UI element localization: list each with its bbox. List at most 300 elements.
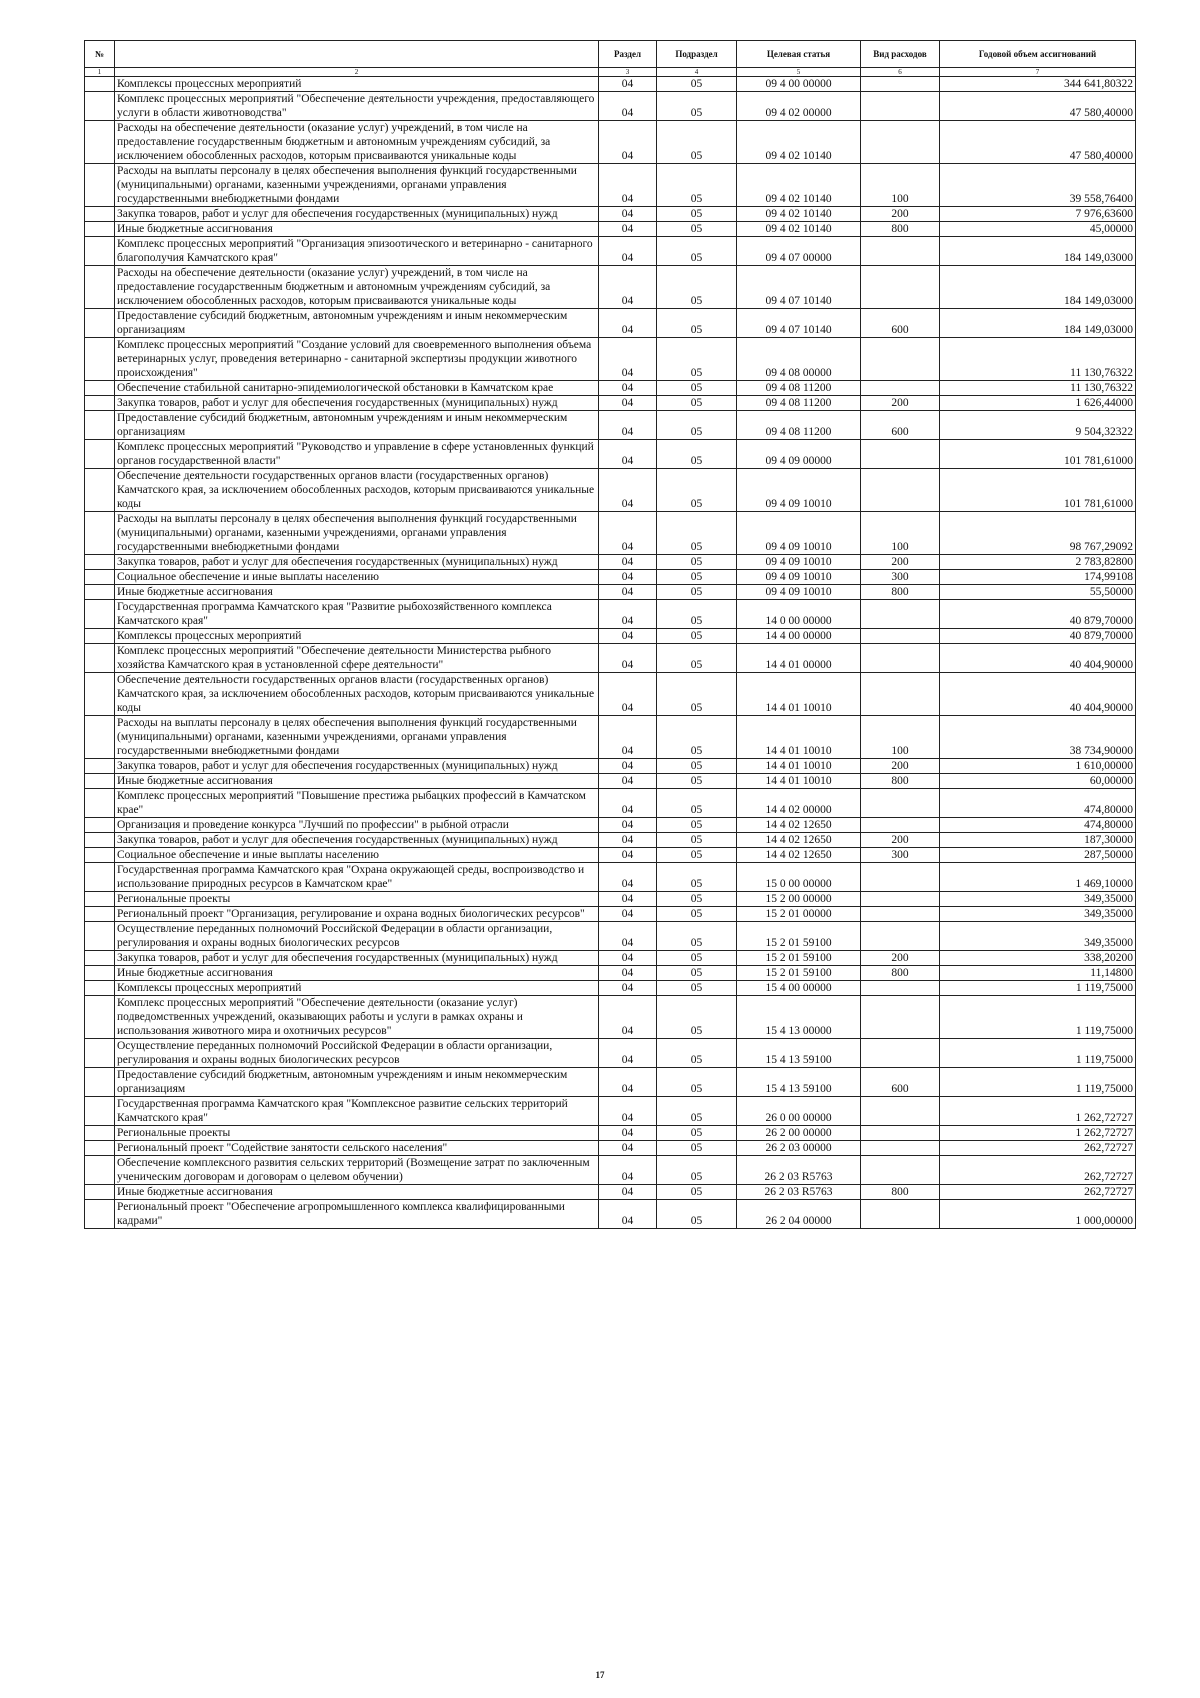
row-name: Региональные проекты (115, 892, 599, 907)
row-podrazdel: 05 (657, 951, 737, 966)
row-target-article: 14 4 00 00000 (737, 629, 861, 644)
row-razdel: 04 (599, 922, 657, 951)
row-target-article: 09 4 09 10010 (737, 555, 861, 570)
row-annual-sum: 45,00000 (940, 222, 1136, 237)
row-name: Расходы на обеспечение деятельности (оказание услуг) учреждений, в том числе на предоставление государственным бюджетным и автономным учреждениям субсидий, за исключением обособленных расходов, которым присваиваются уникальные коды (115, 121, 599, 164)
table-row (85, 1068, 1136, 1097)
row-podrazdel: 05 (657, 863, 737, 892)
row-expense-type: 200 (861, 759, 940, 774)
table-row (85, 440, 1136, 469)
row-podrazdel: 05 (657, 266, 737, 309)
row-number (85, 774, 115, 789)
row-number (85, 237, 115, 266)
row-annual-sum: 338,20200 (940, 951, 1136, 966)
row-number (85, 1156, 115, 1185)
row-target-article: 09 4 09 10010 (737, 585, 861, 600)
row-expense-type (861, 907, 940, 922)
row-target-article: 14 4 01 10010 (737, 774, 861, 789)
row-expense-type: 200 (861, 207, 940, 222)
row-annual-sum: 349,35000 (940, 907, 1136, 922)
row-annual-sum: 1 262,72727 (940, 1126, 1136, 1141)
row-target-article: 14 4 01 10010 (737, 673, 861, 716)
row-razdel: 04 (599, 222, 657, 237)
row-expense-type (861, 338, 940, 381)
table-row (85, 207, 1136, 222)
row-number (85, 922, 115, 951)
row-name: Государственная программа Камчатского края "Развитие рыбохозяйственного комплекса Камчатского края" (115, 600, 599, 629)
row-razdel: 04 (599, 1141, 657, 1156)
row-expense-type (861, 600, 940, 629)
row-expense-type (861, 789, 940, 818)
row-name: Комплексы процессных мероприятий (115, 981, 599, 996)
table-row (85, 309, 1136, 338)
row-number (85, 789, 115, 818)
header-expense-type: Вид расходов (861, 41, 940, 68)
row-podrazdel: 05 (657, 716, 737, 759)
row-expense-type (861, 673, 940, 716)
row-podrazdel: 05 (657, 164, 737, 207)
row-razdel: 04 (599, 237, 657, 266)
row-number (85, 396, 115, 411)
row-number (85, 892, 115, 907)
row-name: Комплекс процессных мероприятий "Создание условий для своевременного выполнения объема ветеринарных услуг, проведения ветеринарно - санитарной экспертизы продукции животного происхождения" (115, 338, 599, 381)
row-name: Закупка товаров, работ и услуг для обеспечения государственных (муниципальных) нужд (115, 759, 599, 774)
row-podrazdel: 05 (657, 555, 737, 570)
row-podrazdel: 05 (657, 1185, 737, 1200)
header-annual-sum: Годовой объем ассигнований (940, 41, 1136, 68)
row-name: Государственная программа Камчатского края "Комплексное развитие сельских территорий Камчатского края" (115, 1097, 599, 1126)
row-name: Региональные проекты (115, 1126, 599, 1141)
row-annual-sum: 47 580,40000 (940, 121, 1136, 164)
table-row (85, 1097, 1136, 1126)
row-razdel: 04 (599, 600, 657, 629)
row-name: Осуществление переданных полномочий Российской Федерации в области организации, регулирования и охраны водных биологических ресурсов (115, 1039, 599, 1068)
row-expense-type: 200 (861, 833, 940, 848)
table-row (85, 774, 1136, 789)
row-number (85, 759, 115, 774)
row-podrazdel: 05 (657, 1126, 737, 1141)
row-podrazdel: 05 (657, 1068, 737, 1097)
row-razdel: 04 (599, 396, 657, 411)
row-name: Осуществление переданных полномочий Российской Федерации в области организации, регулирования и охраны водных биологических ресурсов (115, 922, 599, 951)
row-annual-sum: 474,80000 (940, 789, 1136, 818)
row-annual-sum: 349,35000 (940, 922, 1136, 951)
header-razdel: Раздел (599, 41, 657, 68)
table-row (85, 818, 1136, 833)
row-razdel: 04 (599, 848, 657, 863)
row-annual-sum: 40 404,90000 (940, 644, 1136, 673)
row-number (85, 848, 115, 863)
row-razdel: 04 (599, 207, 657, 222)
row-podrazdel: 05 (657, 411, 737, 440)
row-expense-type (861, 981, 940, 996)
row-target-article: 09 4 09 10010 (737, 570, 861, 585)
row-podrazdel: 05 (657, 1156, 737, 1185)
table-row (85, 833, 1136, 848)
row-target-article: 26 2 04 00000 (737, 1200, 861, 1229)
row-expense-type (861, 381, 940, 396)
row-annual-sum: 60,00000 (940, 774, 1136, 789)
row-podrazdel: 05 (657, 981, 737, 996)
table-row (85, 411, 1136, 440)
table-row (85, 892, 1136, 907)
row-razdel: 04 (599, 1126, 657, 1141)
row-target-article: 09 4 00 00000 (737, 77, 861, 92)
row-expense-type: 100 (861, 164, 940, 207)
row-name: Региональный проект "Обеспечение агропромышленного комплекса квалифицированными кадрами" (115, 1200, 599, 1229)
table-row (85, 396, 1136, 411)
row-expense-type (861, 121, 940, 164)
row-number (85, 164, 115, 207)
row-target-article: 15 2 01 59100 (737, 966, 861, 981)
row-podrazdel: 05 (657, 848, 737, 863)
row-expense-type (861, 1200, 940, 1229)
row-target-article: 14 4 01 00000 (737, 644, 861, 673)
row-podrazdel: 05 (657, 1039, 737, 1068)
table-row (85, 629, 1136, 644)
row-target-article: 09 4 08 11200 (737, 396, 861, 411)
row-number (85, 818, 115, 833)
row-target-article: 26 0 00 00000 (737, 1097, 861, 1126)
col-number: 3 (599, 68, 657, 77)
row-expense-type: 300 (861, 570, 940, 585)
column-number-row (85, 68, 1136, 77)
row-target-article: 15 0 00 00000 (737, 863, 861, 892)
row-name: Комплекс процессных мероприятий "Организация эпизоотического и ветеринарно - санитарного благополучия Камчатского края" (115, 237, 599, 266)
row-target-article: 09 4 02 10140 (737, 164, 861, 207)
row-name: Региональный проект "Содействие занятости сельского населения" (115, 1141, 599, 1156)
row-podrazdel: 05 (657, 1200, 737, 1229)
row-number (85, 338, 115, 381)
budget-sheet (84, 40, 1135, 1229)
row-target-article: 09 4 09 00000 (737, 440, 861, 469)
row-razdel: 04 (599, 1097, 657, 1126)
row-number (85, 833, 115, 848)
row-annual-sum: 40 879,70000 (940, 629, 1136, 644)
row-podrazdel: 05 (657, 1097, 737, 1126)
row-annual-sum: 7 976,63600 (940, 207, 1136, 222)
row-number (85, 1126, 115, 1141)
row-name: Государственная программа Камчатского края "Охрана окружающей среды, воспроизводство и использование природных ресурсов в Камчатском крае" (115, 863, 599, 892)
row-expense-type: 800 (861, 1185, 940, 1200)
row-number (85, 907, 115, 922)
row-razdel: 04 (599, 555, 657, 570)
row-target-article: 15 4 13 59100 (737, 1039, 861, 1068)
row-number (85, 440, 115, 469)
budget-table (84, 40, 1136, 1229)
row-number (85, 981, 115, 996)
row-razdel: 04 (599, 77, 657, 92)
table-row (85, 469, 1136, 512)
row-name: Закупка товаров, работ и услуг для обеспечения государственных (муниципальных) нужд (115, 207, 599, 222)
row-name: Предоставление субсидий бюджетным, автономным учреждениям и иным некоммерческим организациям (115, 1068, 599, 1097)
row-annual-sum: 11 130,76322 (940, 338, 1136, 381)
row-number (85, 863, 115, 892)
row-razdel: 04 (599, 381, 657, 396)
row-razdel: 04 (599, 892, 657, 907)
row-podrazdel: 05 (657, 922, 737, 951)
table-row (85, 716, 1136, 759)
row-expense-type (861, 1126, 940, 1141)
row-razdel: 04 (599, 629, 657, 644)
row-target-article: 26 2 03 00000 (737, 1141, 861, 1156)
row-number (85, 629, 115, 644)
row-name: Комплексы процессных мероприятий (115, 77, 599, 92)
row-target-article: 09 4 08 11200 (737, 381, 861, 396)
table-row (85, 966, 1136, 981)
row-podrazdel: 05 (657, 644, 737, 673)
row-expense-type (861, 266, 940, 309)
row-expense-type (861, 892, 940, 907)
row-number (85, 381, 115, 396)
row-expense-type: 600 (861, 1068, 940, 1097)
row-target-article: 15 2 01 59100 (737, 951, 861, 966)
row-name: Иные бюджетные ассигнования (115, 966, 599, 981)
row-number (85, 1039, 115, 1068)
row-target-article: 09 4 02 10140 (737, 222, 861, 237)
row-name: Закупка товаров, работ и услуг для обеспечения государственных (муниципальных) нужд (115, 833, 599, 848)
table-row (85, 222, 1136, 237)
row-name: Обеспечение комплексного развития сельских территорий (Возмещение затрат по заключенным ученическим договорам и договорам о целевом обучении) (115, 1156, 599, 1185)
table-row (85, 673, 1136, 716)
row-razdel: 04 (599, 996, 657, 1039)
header-row (85, 41, 1136, 68)
row-razdel: 04 (599, 818, 657, 833)
row-podrazdel: 05 (657, 512, 737, 555)
table-row (85, 237, 1136, 266)
row-annual-sum: 101 781,61000 (940, 469, 1136, 512)
row-razdel: 04 (599, 1185, 657, 1200)
row-podrazdel: 05 (657, 833, 737, 848)
row-expense-type (861, 237, 940, 266)
row-annual-sum: 1 119,75000 (940, 996, 1136, 1039)
row-razdel: 04 (599, 1200, 657, 1229)
col-number: 2 (115, 68, 599, 77)
row-annual-sum: 11 130,76322 (940, 381, 1136, 396)
row-name: Расходы на обеспечение деятельности (оказание услуг) учреждений, в том числе на предоставление государственным бюджетным и автономным учреждениям субсидий, за исключением обособленных расходов, которым присваиваются уникальные коды (115, 266, 599, 309)
row-expense-type: 100 (861, 716, 940, 759)
row-annual-sum: 11,14800 (940, 966, 1136, 981)
row-name: Расходы на выплаты персоналу в целях обеспечения выполнения функций государственными (муниципальными) органами, казенными учреждениями, органами управления государственными внебюджетными фондами (115, 716, 599, 759)
row-podrazdel: 05 (657, 789, 737, 818)
row-annual-sum: 349,35000 (940, 892, 1136, 907)
row-annual-sum: 262,72727 (940, 1156, 1136, 1185)
row-target-article: 14 4 02 00000 (737, 789, 861, 818)
row-name: Обеспечение деятельности государственных органов власти (государственных органов) Камчатского края, за исключением обособленных расходов, которым присваиваются уникальные коды (115, 673, 599, 716)
row-number (85, 92, 115, 121)
page-number: 17 (595, 1670, 605, 1680)
header-no: № (85, 41, 115, 68)
row-number (85, 512, 115, 555)
row-target-article: 09 4 02 10140 (737, 121, 861, 164)
table-row (85, 600, 1136, 629)
row-number (85, 1185, 115, 1200)
row-podrazdel: 05 (657, 818, 737, 833)
row-podrazdel: 05 (657, 996, 737, 1039)
row-podrazdel: 05 (657, 469, 737, 512)
table-row (85, 164, 1136, 207)
row-annual-sum: 262,72727 (940, 1141, 1136, 1156)
row-razdel: 04 (599, 570, 657, 585)
row-name: Предоставление субсидий бюджетным, автономным учреждениям и иным некоммерческим организациям (115, 309, 599, 338)
row-annual-sum: 184 149,03000 (940, 266, 1136, 309)
row-annual-sum: 344 641,80322 (940, 77, 1136, 92)
row-razdel: 04 (599, 981, 657, 996)
row-expense-type (861, 922, 940, 951)
row-podrazdel: 05 (657, 759, 737, 774)
row-name: Социальное обеспечение и иные выплаты населению (115, 570, 599, 585)
row-expense-type (861, 77, 940, 92)
row-name: Обеспечение стабильной санитарно-эпидемиологической обстановки в Камчатском крае (115, 381, 599, 396)
row-annual-sum: 40 879,70000 (940, 600, 1136, 629)
row-podrazdel: 05 (657, 77, 737, 92)
row-podrazdel: 05 (657, 207, 737, 222)
row-target-article: 14 4 01 10010 (737, 716, 861, 759)
table-row (85, 585, 1136, 600)
row-annual-sum: 9 504,32322 (940, 411, 1136, 440)
table-row (85, 77, 1136, 92)
table-row (85, 92, 1136, 121)
row-expense-type (861, 1156, 940, 1185)
header-podrazdel: Подраздел (657, 41, 737, 68)
row-target-article: 09 4 07 10140 (737, 309, 861, 338)
row-annual-sum: 1 626,44000 (940, 396, 1136, 411)
row-razdel: 04 (599, 92, 657, 121)
row-podrazdel: 05 (657, 673, 737, 716)
row-razdel: 04 (599, 759, 657, 774)
table-row (85, 1156, 1136, 1185)
table-row (85, 1126, 1136, 1141)
table-row (85, 981, 1136, 996)
table-row (85, 789, 1136, 818)
table-row (85, 570, 1136, 585)
row-razdel: 04 (599, 309, 657, 338)
row-razdel: 04 (599, 164, 657, 207)
row-podrazdel: 05 (657, 629, 737, 644)
row-name: Комплекс процессных мероприятий "Обеспечение деятельности Министерства рыбного хозяйства Камчатского края в установленной сфере деятельности" (115, 644, 599, 673)
row-expense-type (861, 440, 940, 469)
row-number (85, 121, 115, 164)
row-target-article: 14 0 00 00000 (737, 600, 861, 629)
row-razdel: 04 (599, 469, 657, 512)
row-podrazdel: 05 (657, 92, 737, 121)
row-expense-type (861, 469, 940, 512)
row-annual-sum: 55,50000 (940, 585, 1136, 600)
row-target-article: 09 4 02 00000 (737, 92, 861, 121)
row-expense-type: 200 (861, 951, 940, 966)
row-podrazdel: 05 (657, 237, 737, 266)
row-expense-type: 800 (861, 222, 940, 237)
row-podrazdel: 05 (657, 309, 737, 338)
table-row (85, 996, 1136, 1039)
row-razdel: 04 (599, 411, 657, 440)
row-expense-type: 200 (861, 555, 940, 570)
row-podrazdel: 05 (657, 381, 737, 396)
row-name: Комплекс процессных мероприятий "Руководство и управление в сфере установленных функций органов государственной власти" (115, 440, 599, 469)
row-razdel: 04 (599, 789, 657, 818)
row-number (85, 309, 115, 338)
table-row (85, 759, 1136, 774)
row-target-article: 09 4 07 10140 (737, 266, 861, 309)
row-annual-sum: 1 610,00000 (940, 759, 1136, 774)
table-row (85, 512, 1136, 555)
row-name: Региональный проект "Организация, регулирование и охрана водных биологических ресурсов" (115, 907, 599, 922)
row-expense-type: 800 (861, 585, 940, 600)
row-annual-sum: 474,80000 (940, 818, 1136, 833)
row-razdel: 04 (599, 121, 657, 164)
row-target-article: 26 2 00 00000 (737, 1126, 861, 1141)
row-name: Закупка товаров, работ и услуг для обеспечения государственных (муниципальных) нужд (115, 396, 599, 411)
row-annual-sum: 174,99108 (940, 570, 1136, 585)
row-expense-type (861, 1141, 940, 1156)
row-annual-sum: 1 119,75000 (940, 1068, 1136, 1097)
row-number (85, 966, 115, 981)
row-name: Иные бюджетные ассигнования (115, 1185, 599, 1200)
row-name: Социальное обеспечение и иные выплаты населению (115, 848, 599, 863)
table-body (85, 77, 1136, 1229)
row-expense-type: 600 (861, 411, 940, 440)
col-number: 7 (940, 68, 1136, 77)
header-name (115, 41, 599, 68)
row-number (85, 1068, 115, 1097)
row-target-article: 15 4 13 59100 (737, 1068, 861, 1097)
row-annual-sum: 262,72727 (940, 1185, 1136, 1200)
row-razdel: 04 (599, 1039, 657, 1068)
row-annual-sum: 1 119,75000 (940, 981, 1136, 996)
table-row (85, 555, 1136, 570)
row-podrazdel: 05 (657, 892, 737, 907)
row-razdel: 04 (599, 863, 657, 892)
row-annual-sum: 47 580,40000 (940, 92, 1136, 121)
row-podrazdel: 05 (657, 338, 737, 381)
row-razdel: 04 (599, 512, 657, 555)
table-row (85, 922, 1136, 951)
row-razdel: 04 (599, 338, 657, 381)
col-number: 5 (737, 68, 861, 77)
row-annual-sum: 1 000,00000 (940, 1200, 1136, 1229)
row-expense-type (861, 1097, 940, 1126)
row-name: Предоставление субсидий бюджетным, автономным учреждениям и иным некоммерческим организациям (115, 411, 599, 440)
row-target-article: 15 4 13 00000 (737, 996, 861, 1039)
row-expense-type (861, 92, 940, 121)
row-expense-type: 600 (861, 309, 940, 338)
row-annual-sum: 187,30000 (940, 833, 1136, 848)
row-annual-sum: 1 262,72727 (940, 1097, 1136, 1126)
row-name: Закупка товаров, работ и услуг для обеспечения государственных (муниципальных) нужд (115, 951, 599, 966)
row-podrazdel: 05 (657, 966, 737, 981)
table-row (85, 121, 1136, 164)
row-podrazdel: 05 (657, 440, 737, 469)
table-row (85, 907, 1136, 922)
row-name: Обеспечение деятельности государственных органов власти (государственных органов) Камчатского края, за исключением обособленных расходов, которым присваиваются уникальные коды (115, 469, 599, 512)
row-name: Комплексы процессных мероприятий (115, 629, 599, 644)
row-name: Иные бюджетные ассигнования (115, 774, 599, 789)
row-name: Расходы на выплаты персоналу в целях обеспечения выполнения функций государственными (муниципальными) органами, казенными учреждениями, органами управления государственными внебюджетными фондами (115, 164, 599, 207)
row-number (85, 77, 115, 92)
row-target-article: 15 2 00 00000 (737, 892, 861, 907)
row-name: Расходы на выплаты персоналу в целях обеспечения выполнения функций государственными (муниципальными) органами, казенными учреждениями, органами управления государственными внебюджетными фондами (115, 512, 599, 555)
row-expense-type (861, 629, 940, 644)
row-name: Комплекс процессных мероприятий "Обеспечение деятельности учреждения, предоставляющего услуги в области животноводства" (115, 92, 599, 121)
row-razdel: 04 (599, 673, 657, 716)
row-razdel: 04 (599, 833, 657, 848)
row-expense-type (861, 818, 940, 833)
row-expense-type: 100 (861, 512, 940, 555)
row-podrazdel: 05 (657, 774, 737, 789)
row-target-article: 26 2 03 R5763 (737, 1185, 861, 1200)
row-annual-sum: 287,50000 (940, 848, 1136, 863)
row-podrazdel: 05 (657, 396, 737, 411)
